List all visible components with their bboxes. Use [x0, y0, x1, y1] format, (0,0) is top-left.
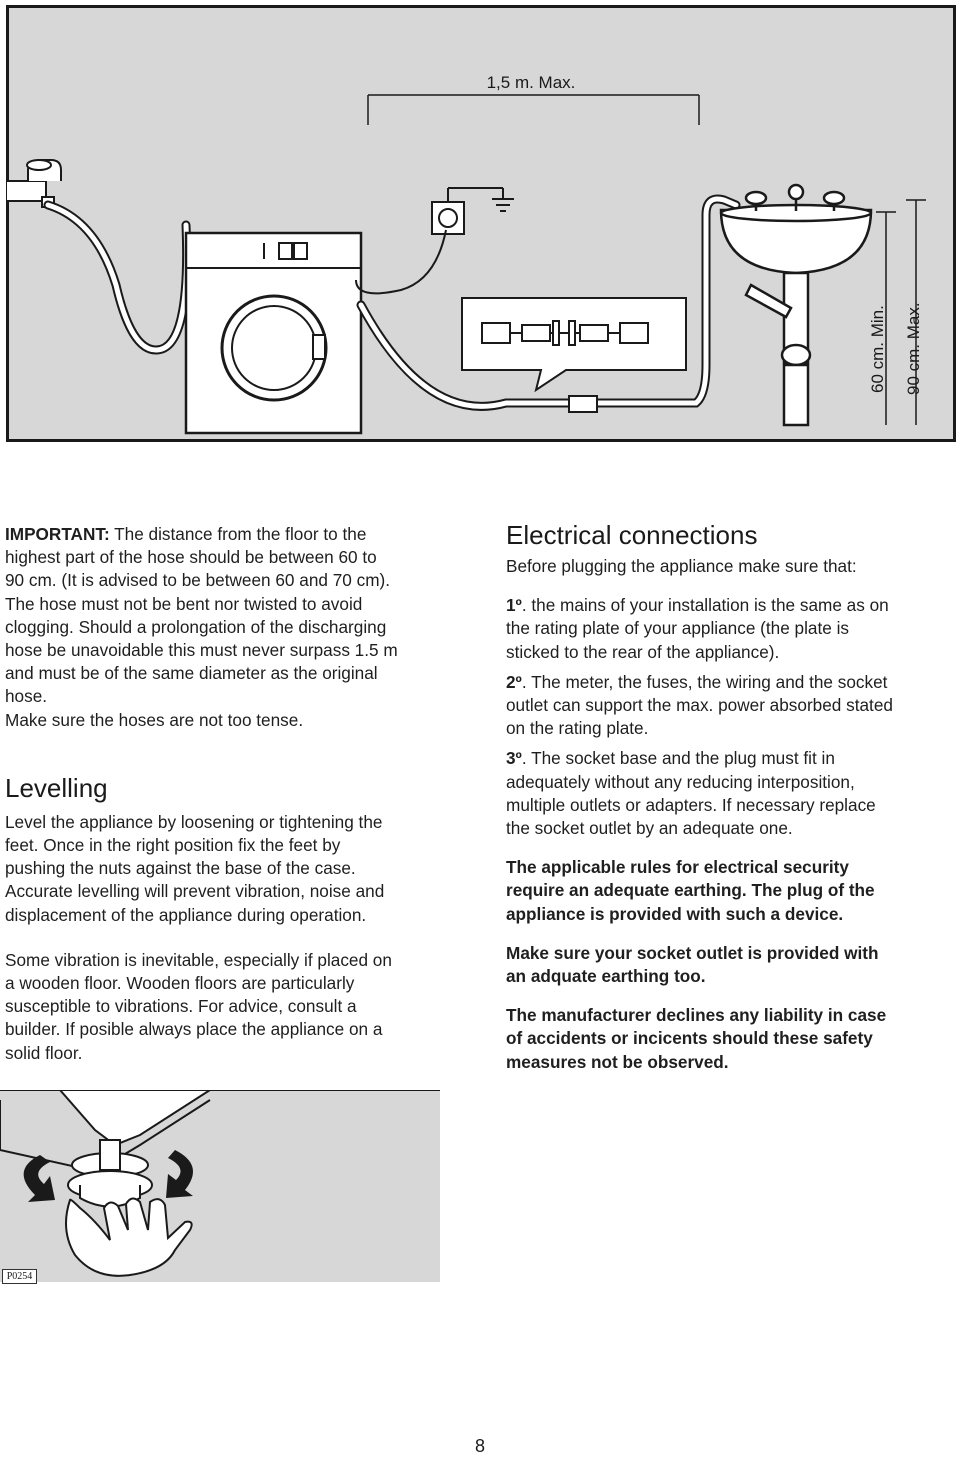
item-line: . the mains of your installation is the same as on [521, 595, 889, 616]
checklist-item-2 [506, 671, 954, 741]
important-line: The distance from the floor to the [109, 524, 367, 544]
item-line: on the rating plate. [506, 718, 649, 739]
important-line: clogging. Should a prolongation of the discharging [5, 616, 387, 637]
bold-line: The manufacturer declines any liability in case [506, 1005, 887, 1026]
socket-earthing-paragraph [506, 942, 954, 988]
checklist-item-3 [506, 747, 954, 840]
item-line: multiple outlets or adapters. If necessary replace [506, 794, 876, 815]
min-height-label: 60 cm. Min. [868, 305, 887, 393]
levelling-line: displacement of the appliance during operation. [5, 904, 367, 925]
levelling-heading: Levelling [5, 772, 108, 803]
important-paragraph [5, 523, 450, 732]
electrical-intro: Before plugging the appliance make sure that: [506, 556, 857, 576]
vibration-paragraph [5, 949, 450, 1065]
max-length-label: 1,5 m. Max. [486, 73, 576, 92]
earthing-rules-paragraph [506, 856, 954, 926]
max-height-label: 90 cm. Max. [904, 302, 923, 395]
item-number: 3º [506, 748, 522, 769]
item-line: . The socket base and the plug must fit in [521, 748, 835, 769]
item-line: the socket outlet by an adequate one. [506, 818, 793, 839]
item-line: adequately without any reducing interposition, [506, 771, 855, 792]
important-line: 90 cm. (It is advised to be between 60 and 70 cm). [5, 570, 391, 591]
electrical-connections-heading: Electrical connections [506, 520, 758, 550]
important-line: hose be unavoidable this must never surpass 1.5 m [5, 640, 398, 661]
important-line: Make sure the hoses are not too tense. [5, 709, 304, 730]
levelling-illustration [0, 1090, 440, 1282]
important-line: highest part of the hose should be between 60 to [5, 547, 377, 568]
item-line: outlet can support the max. power absorbed stated [506, 695, 893, 716]
vibration-line: builder. If posible always place the appliance on a [5, 1019, 383, 1040]
page-number: 8 [474, 1436, 485, 1456]
item-line: sticked to the rear of the appliance). [506, 641, 780, 662]
left-column [5, 523, 450, 1065]
item-line: the rating plate of your appliance (the plate is [506, 618, 850, 639]
bold-line: an adquate earthing too. [506, 966, 706, 987]
levelling-paragraph [5, 811, 450, 927]
important-label: IMPORTANT: [5, 524, 110, 544]
vibration-line: a wooden floor. Wooden floors are particularly [5, 973, 355, 994]
installation-illustration [6, 5, 956, 442]
levelling-line: feet. Once in the right position fix the feet by [5, 835, 341, 856]
bold-line: require an adequate earthing. The plug of the [506, 880, 875, 901]
levelling-line: pushing the nuts against the base of the case. [5, 858, 356, 879]
levelling-line: Level the appliance by loosening or tightening the [5, 811, 383, 832]
bold-line: appliance is provided with such a device. [506, 903, 844, 924]
hose-joint [569, 396, 597, 412]
figure-code: P0254 [2, 1269, 37, 1284]
bold-line: The applicable rules for electrical security [506, 857, 849, 878]
bold-line: measures not be observed. [506, 1051, 729, 1072]
vibration-line: solid floor. [5, 1042, 83, 1063]
installation-diagram [6, 5, 956, 442]
bold-line: of accidents or incicents should these safety [506, 1028, 873, 1049]
vibration-line: Some vibration is inevitable, especially if placed on [5, 949, 392, 970]
liability-paragraph [506, 1004, 954, 1074]
item-line: . The meter, the fuses, the wiring and the socket [521, 671, 888, 692]
checklist-item-1 [506, 594, 954, 664]
item-number: 2º [506, 671, 522, 692]
item-number: 1º [506, 595, 522, 616]
important-line: The hose must not be bent nor twisted to avoid [5, 593, 363, 614]
levelling-foot-drawing [0, 1090, 440, 1282]
levelling-line: Accurate levelling will prevent vibration, noise and [5, 881, 385, 902]
important-line: and must be of the same diameter as the original [5, 663, 378, 684]
vibration-line: susceptible to vibrations. For advice, consult a [5, 996, 357, 1017]
important-line: hose. [5, 686, 48, 707]
bold-line: Make sure your socket outlet is provided with [506, 942, 879, 963]
washing-machine-icon [186, 233, 361, 433]
right-column [506, 519, 954, 1074]
